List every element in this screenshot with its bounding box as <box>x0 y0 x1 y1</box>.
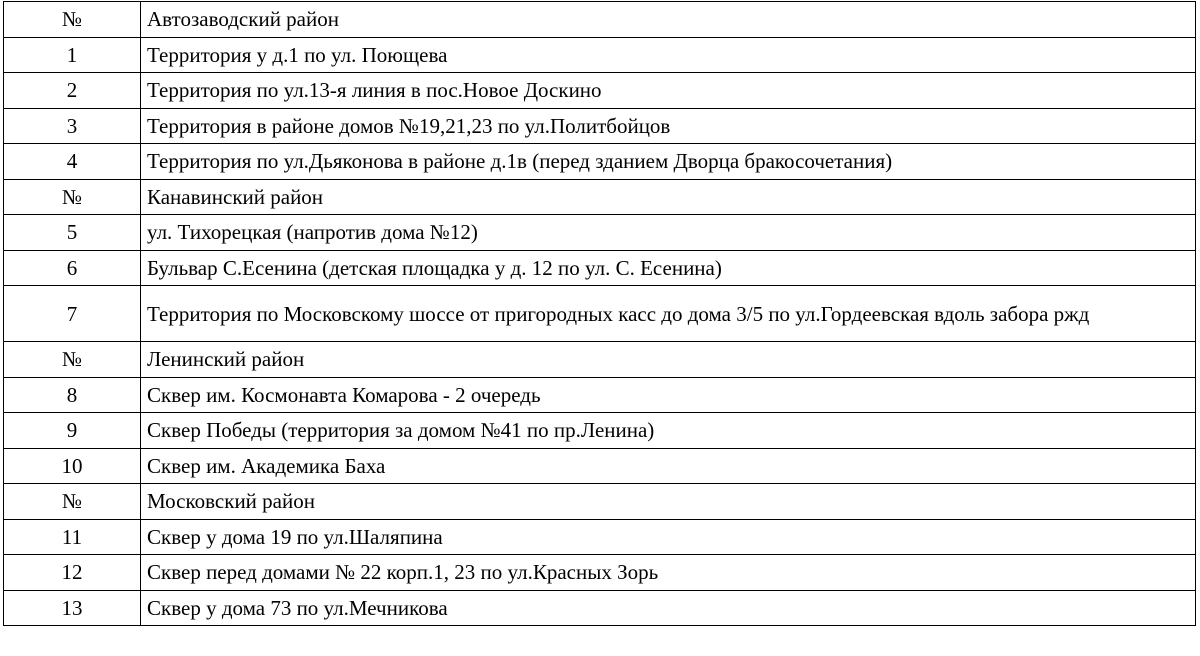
district-name-cell: Московский район <box>141 484 1196 520</box>
territory-cell: Бульвар С.Есенина (детская площадка у д. 12 по ул. С. Есенина) <box>141 250 1196 286</box>
number-cell: 11 <box>4 519 141 555</box>
number-cell: 8 <box>4 377 141 413</box>
number-cell: 6 <box>4 250 141 286</box>
territory-cell: Сквер у дома 73 по ул.Мечникова <box>141 590 1196 626</box>
table-row <box>4 555 1196 591</box>
number-cell: 7 <box>4 286 141 342</box>
number-cell: 5 <box>4 215 141 251</box>
table-row <box>4 108 1196 144</box>
number-cell: № <box>4 484 141 520</box>
territory-cell: Сквер Победы (территория за домом №41 по пр.Ленина) <box>141 413 1196 449</box>
table-row <box>4 413 1196 449</box>
territory-cell: Территория по ул.13-я линия в пос.Новое Доскино <box>141 73 1196 109</box>
territory-cell: ул. Тихорецкая (напротив дома №12) <box>141 215 1196 251</box>
district-name-cell: Канавинский район <box>141 179 1196 215</box>
table-row <box>4 215 1196 251</box>
table-row <box>4 37 1196 73</box>
table-row <box>4 519 1196 555</box>
table-row-district-header <box>4 179 1196 215</box>
table-row <box>4 250 1196 286</box>
territory-cell: Сквер им. Космонавта Комарова - 2 очередь <box>141 377 1196 413</box>
number-cell: 3 <box>4 108 141 144</box>
territory-cell: Сквер им. Академика Баха <box>141 448 1196 484</box>
number-cell: 12 <box>4 555 141 591</box>
number-cell: 2 <box>4 73 141 109</box>
table-row <box>4 144 1196 180</box>
table-row-district-header <box>4 2 1196 38</box>
table-row-district-header <box>4 342 1196 378</box>
territory-cell: Территория по Московскому шоссе от пригородных касс до дома 3/5 по ул.Гордеевская вдоль забора ржд <box>141 286 1196 342</box>
territory-cell: Сквер перед домами № 22 корп.1, 23 по ул.Красных Зорь <box>141 555 1196 591</box>
number-cell: 10 <box>4 448 141 484</box>
table-row-district-header <box>4 484 1196 520</box>
number-cell: № <box>4 2 141 38</box>
district-name-cell: Автозаводский район <box>141 2 1196 38</box>
number-cell: 1 <box>4 37 141 73</box>
district-name-cell: Ленинский район <box>141 342 1196 378</box>
table-row <box>4 590 1196 626</box>
table-row <box>4 286 1196 342</box>
number-cell: 4 <box>4 144 141 180</box>
table-row <box>4 377 1196 413</box>
territory-cell: Территория у д.1 по ул. Поющева <box>141 37 1196 73</box>
number-cell: № <box>4 179 141 215</box>
territory-cell: Территория по ул.Дьяконова в районе д.1в (перед зданием Дворца бракосочетания) <box>141 144 1196 180</box>
number-cell: 13 <box>4 590 141 626</box>
territory-cell: Территория в районе домов №19,21,23 по ул.Политбойцов <box>141 108 1196 144</box>
table-row <box>4 73 1196 109</box>
territory-cell: Сквер у дома 19 по ул.Шаляпина <box>141 519 1196 555</box>
number-cell: № <box>4 342 141 378</box>
number-cell: 9 <box>4 413 141 449</box>
territory-table <box>3 1 1196 626</box>
table-row <box>4 448 1196 484</box>
